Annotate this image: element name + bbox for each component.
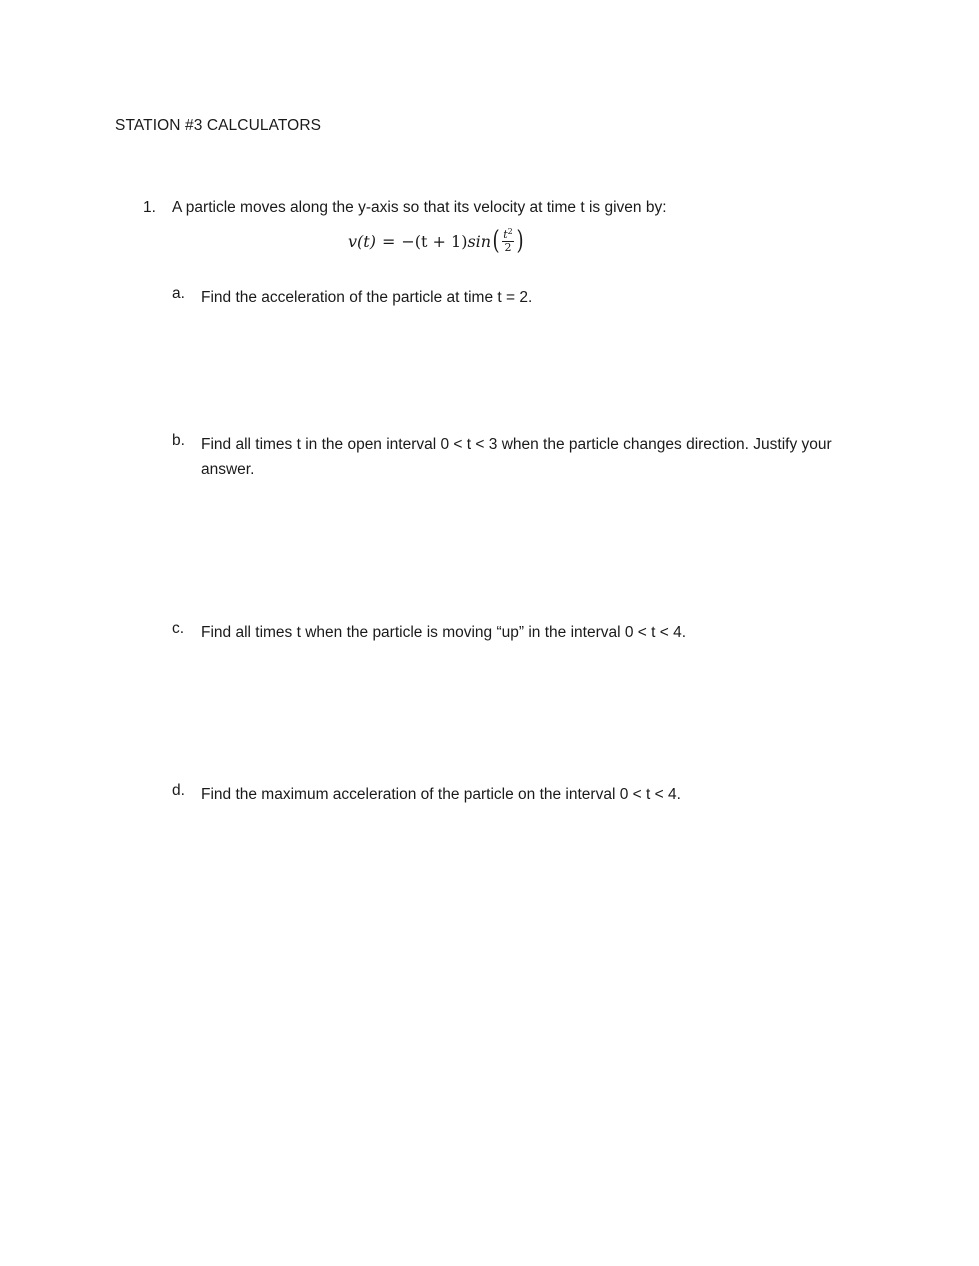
part-d-letter: d. bbox=[172, 782, 185, 799]
question-number: 1. bbox=[143, 199, 156, 216]
close-paren: ) bbox=[516, 226, 524, 256]
numerator-base: t bbox=[503, 228, 508, 242]
page-title: STATION #3 CALCULATORS bbox=[115, 117, 322, 134]
fraction-numerator bbox=[502, 228, 514, 242]
part-c-letter: c. bbox=[172, 620, 185, 637]
open-paren: ( bbox=[492, 226, 500, 256]
question-text: A particle moves along the y-axis so that its velocity at time t is given by: bbox=[172, 199, 667, 216]
fraction-denominator: 2 bbox=[504, 241, 512, 254]
part-a-text: Find the acceleration of the particle at time t = 2. bbox=[201, 289, 533, 306]
part-b-letter: b. bbox=[172, 432, 185, 449]
part-a-letter: a. bbox=[172, 285, 185, 302]
part-b-text: Find all times t in the open interval 0 < t < 3 when the particle changes direction. Justify your answer. bbox=[201, 436, 832, 478]
formula-rhs-prefix: −(t + 1) bbox=[401, 231, 468, 251]
formula-func: sin bbox=[467, 231, 492, 251]
part-c-text: Find all times t when the particle is moving “up” in the interval 0 < t < 4. bbox=[201, 624, 687, 641]
formula-lhs: v(t) bbox=[348, 231, 376, 251]
numerator-exponent: 2 bbox=[507, 227, 513, 237]
formula-fraction bbox=[502, 228, 514, 253]
velocity-formula bbox=[348, 224, 525, 258]
part-d-text: Find the maximum acceleration of the particle on the interval 0 < t < 4. bbox=[201, 786, 681, 803]
formula-equals: = bbox=[381, 231, 396, 251]
